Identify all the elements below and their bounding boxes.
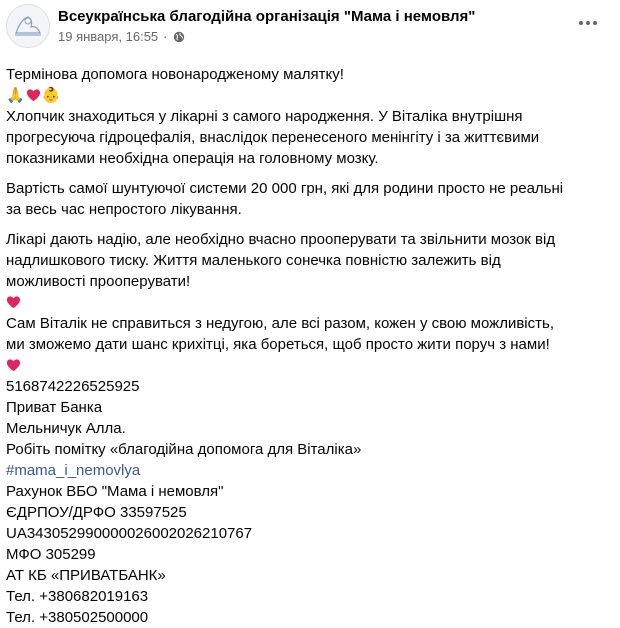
paragraph-4-line: ми зможемо дати шанс крихітці, яка бореться, щоб просто жити поруч з нами! — [6, 336, 550, 353]
paragraph-2-line: Вартість самої шунтуючої системи 20 000 грн, які для родини просто не реальні — [6, 180, 564, 197]
post-title-line: Термінова допомога новонародженому малятку! — [6, 66, 344, 83]
emoji-row — [6, 355, 612, 376]
baby-icon: 👶 — [41, 86, 61, 104]
bank-line: Приват Банка — [6, 399, 103, 416]
paragraph-4-line: Сам Віталік не справиться з недугою, але всі разом, кожен у свою можливість, — [6, 315, 554, 332]
globe-icon[interactable] — [173, 31, 185, 43]
post-header — [6, 4, 606, 54]
payment-note: Робіть помітку «благодійна допомога для Віталіка» — [6, 441, 362, 458]
emoji-row — [6, 85, 612, 106]
mfo-code: МФО 305299 — [6, 546, 96, 563]
meta-separator: · — [163, 29, 168, 44]
paragraph-1-line: Хлопчик знаходиться у лікарні з самого народження. У Віталіка внутрішня — [6, 108, 523, 125]
edrpou-code: ЄДРПОУ/ДРФО 33597525 — [6, 504, 187, 521]
red-heart-icon — [6, 295, 21, 310]
paragraph-3-line: Лікарі дають надію, але необхідно вчасно прооперувати та звільнити мозок від — [6, 231, 556, 248]
praying-hands-icon: 🙏 — [6, 86, 25, 104]
phone-2: Тел. +380502500000 — [6, 609, 149, 626]
card-number: 5168742226525925 — [6, 378, 140, 395]
account-title: Рахунок ВБО "Мама і немовля" — [6, 483, 224, 500]
red-heart-icon — [26, 88, 41, 103]
iban-number: UA343052990000026002026210767 — [6, 525, 253, 542]
page-avatar[interactable] — [6, 4, 50, 48]
card-holder: Мельничук Алла. — [6, 420, 126, 437]
emoji-row — [6, 292, 612, 313]
post-text — [6, 64, 612, 628]
hashtag-link[interactable]: #mama_i_nemovlya — [6, 462, 141, 479]
post-timestamp[interactable]: 19 января, 16:55 — [58, 29, 159, 44]
paragraph-1-line: прогресуюча гідроцефалія, внаслідок перенесеного менінгіту і за життєвими — [6, 129, 540, 146]
page-name[interactable]: Всеукраїнська благодійна організація "Мама і немовля" — [58, 8, 476, 25]
paragraph-3-line: надлишкового тиску. Життя маленького сонечка повністю залежить від — [6, 252, 501, 269]
post-meta — [58, 29, 185, 44]
paragraph-2-line: за весь час непростого лікування. — [6, 201, 242, 218]
red-heart-icon — [6, 358, 21, 373]
paragraph-3-line: можливості прооперувати! — [6, 273, 191, 290]
organization-logo-icon — [7, 5, 49, 47]
phone-1: Тел. +380682019163 — [6, 588, 149, 605]
paragraph-1-line: показниками необхідна операція на головному мозку. — [6, 150, 379, 167]
more-options-icon[interactable] — [574, 12, 602, 34]
bank-name: АТ КБ «ПРИВАТБАНК» — [6, 567, 166, 584]
